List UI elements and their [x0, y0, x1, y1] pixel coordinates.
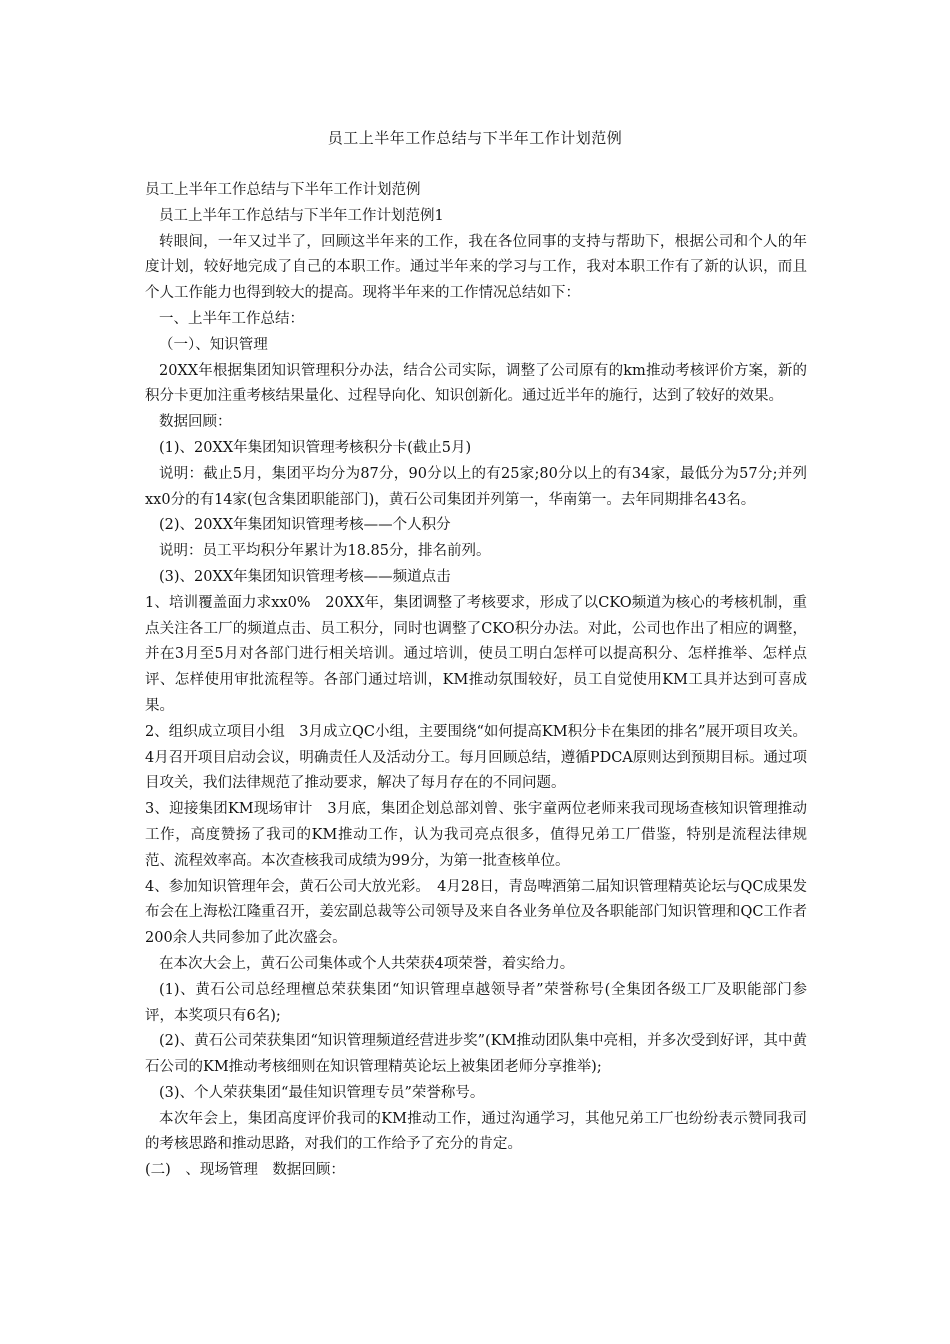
paragraph-item-1: 1、培训覆盖面力求xx0% 20XX年，集团调整了考核要求，形成了以CKO频道为核心的考核机制，重点关注各工厂的频道点击、员工积分，同时也调整了CKO积分办法。对此，公司也作出了相应的调整，并在3月至5月对各部门进行相关培训。通过培训，使员工明白怎样可以提高积分、怎样推举、怎样点评、怎样使用审批流程等。各部门通过培训，KM推动氛围较好，员工自觉使用KM工具并达到可喜成果。	[145, 594, 807, 714]
list-item: (3)、个人荣获集团“最佳知识管理专员”荣誉称号。	[159, 1084, 485, 1101]
subsection-heading-knowledge: （一）、知识管理	[159, 336, 268, 353]
paragraph-honors: 在本次大会上，黄石公司集体或个人共荣获4项荣誉，着实给力。	[159, 955, 575, 972]
data-review-label: 数据回顾：	[159, 414, 232, 431]
paragraph-summary: 本次年会上，集团高度评价我司的KM推动工作，通过沟通学习，其他兄弟工厂也纷纷表示赞同我司的考核思路和推动思路，对我们的工作给予了充分的肯定。	[145, 1110, 807, 1153]
section-heading-1: 一、上半年工作总结：	[159, 310, 304, 327]
doc-subheading: 员工上半年工作总结与下半年工作计划范例1	[159, 207, 444, 224]
paragraph-item-4: 4、参加知识管理年会，黄石公司大放光彩。 4月28日，青岛啤酒第二届知识管理精英论坛与QC成果发布会在上海松江隆重召开，姜宏副总裁等公司领导及来自各业务单位及各职能部门知识管理和QC工作者200余人共同参加了此次盛会。	[145, 878, 807, 947]
document-body	[145, 178, 807, 1184]
subsection-heading-site: (二) 、现场管理 数据回顾：	[145, 1162, 345, 1179]
paragraph-intro: 转眼间，一年又过半了，回顾这半年来的工作，我在各位同事的支持与帮助下，根据公司和个人的年度计划，较好地完成了自己的本职工作。通过半年来的学习与工作，我对本职工作有了新的认识，而且个人工作能力也得到较大的提高。现将半年来的工作情况总结如下：	[145, 233, 807, 302]
paragraph-note-2: 说明：员工平均积分年累计为18.85分，排名前列。	[159, 543, 491, 560]
list-item: (2)、黄石公司荣获集团“知识管理频道经营进步奖”(KM推动团队集中亮相，并多次受到好评，其中黄石公司的KM推动考核细则在知识管理精英论坛上被集团老师分享推举);	[145, 1033, 807, 1076]
paragraph-note-1: 说明：截止5月，集团平均分为87分，90分以上的有25家;80分以上的有34家，最低分为57分;并列xx0分的有14家(包含集团职能部门)，黄石公司集团并列第一，华南第一。去年同期排名43名。	[145, 465, 807, 508]
list-item: (3)、20XX年集团知识管理考核——频道点击	[159, 568, 451, 585]
paragraph-item-3: 3、迎接集团KM现场审计 3月底，集团企划总部刘曾、张宇童两位老师来我司现场查核知识管理推动工作，高度赞扬了我司的KM推动工作，认为我司亮点很多，值得兄弟工厂借鉴，特别是流程法律规范、流程效率高。本次查核我司成绩为99分，为第一批查核单位。	[145, 801, 807, 869]
paragraph-knowledge: 20XX年根据集团知识管理积分办法，结合公司实际，调整了公司原有的km推动考核评价方案，新的积分卡更加注重考核结果量化、过程导向化、知识创新化。通过近半年的施行，达到了较好的效果。	[145, 362, 807, 405]
paragraph-item-2: 2、组织成立项目小组 3月成立QC小组，主要围绕“如何提高KM积分卡在集团的排名”展开项目攻关。4月召开项目启动会议，明确责任人及活动分工。每月回顾总结，遵循PDCA原则达到预期目标。通过项目攻关，我们法律规范了推动要求，解决了每月存在的不同问题。	[145, 723, 807, 792]
document-title: 员工上半年工作总结与下半年工作计划范例	[327, 129, 623, 147]
list-item: (2)、20XX年集团知识管理考核——个人积分	[159, 517, 451, 534]
list-item: (1)、黄石公司总经理檀总荣获集团“知识管理卓越领导者”荣誉称号(全集团各级工厂及职能部门参评，本奖项只有6名);	[145, 981, 807, 1024]
doc-heading: 员工上半年工作总结与下半年工作计划范例	[145, 182, 421, 198]
list-item: (1)、20XX年集团知识管理考核积分卡(截止5月)	[159, 439, 472, 456]
